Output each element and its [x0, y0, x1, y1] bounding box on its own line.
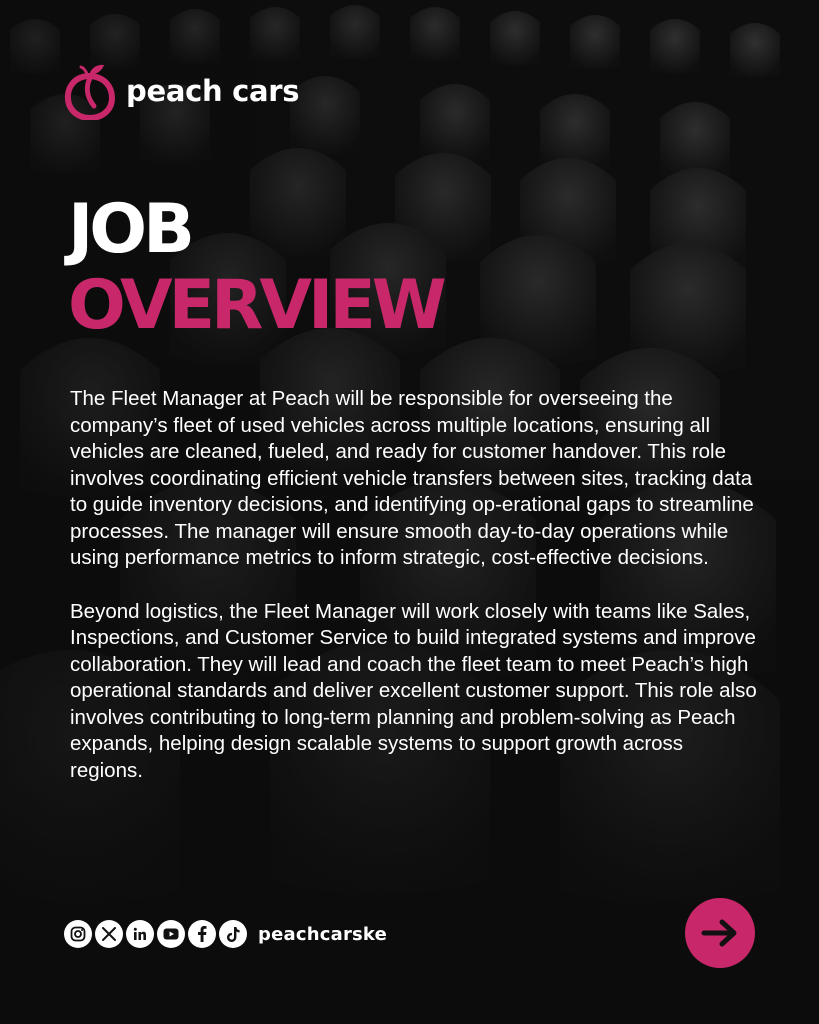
x-icon[interactable] — [95, 920, 123, 948]
youtube-icon[interactable] — [157, 920, 185, 948]
brand-logo — [64, 62, 299, 120]
description-paragraph-2: Beyond logistics, the Fleet Manager will work closely with teams like Sales, Inspections, and Customer Service to build integrated systems and improve collaboration. They will lead and coach the fleet team to meet Peach’s high operational standards and deliver excellent customer support. This role also involves contributing to long-term planning and problem-solving as Peach expands, helping design scalable systems to support growth across regions. — [70, 599, 757, 782]
brand-name: peach cars — [126, 73, 300, 108]
linkedin-icon[interactable] — [126, 920, 154, 948]
peach-logo-icon — [64, 62, 116, 120]
instagram-icon[interactable] — [64, 920, 92, 948]
facebook-icon[interactable] — [188, 920, 216, 948]
social-links — [64, 920, 387, 948]
tiktok-icon[interactable] — [219, 920, 247, 948]
title-line-job: JOB — [68, 190, 191, 269]
social-handle[interactable]: peachcarske — [258, 923, 388, 945]
page-title — [68, 190, 443, 345]
description-paragraph-1: The Fleet Manager at Peach will be responsible for overseeing the company’s fleet of used vehicles across multiple locations, ensuring all vehicles are cleaned, fueled, and ready for customer handover. This role involves coordinating efficient vehicle transfers between sites, tracking data to guide inventory decisions, and identifying op-erational gaps to streamline processes. The manager will ensure smooth day-to-day operations while using performance metrics to inform strategic, cost-effective decisions. — [70, 387, 754, 569]
arrow-right-icon — [701, 918, 739, 948]
title-line-overview: OVERVIEW — [68, 266, 443, 345]
next-button[interactable] — [685, 898, 755, 968]
job-description — [70, 386, 760, 811]
